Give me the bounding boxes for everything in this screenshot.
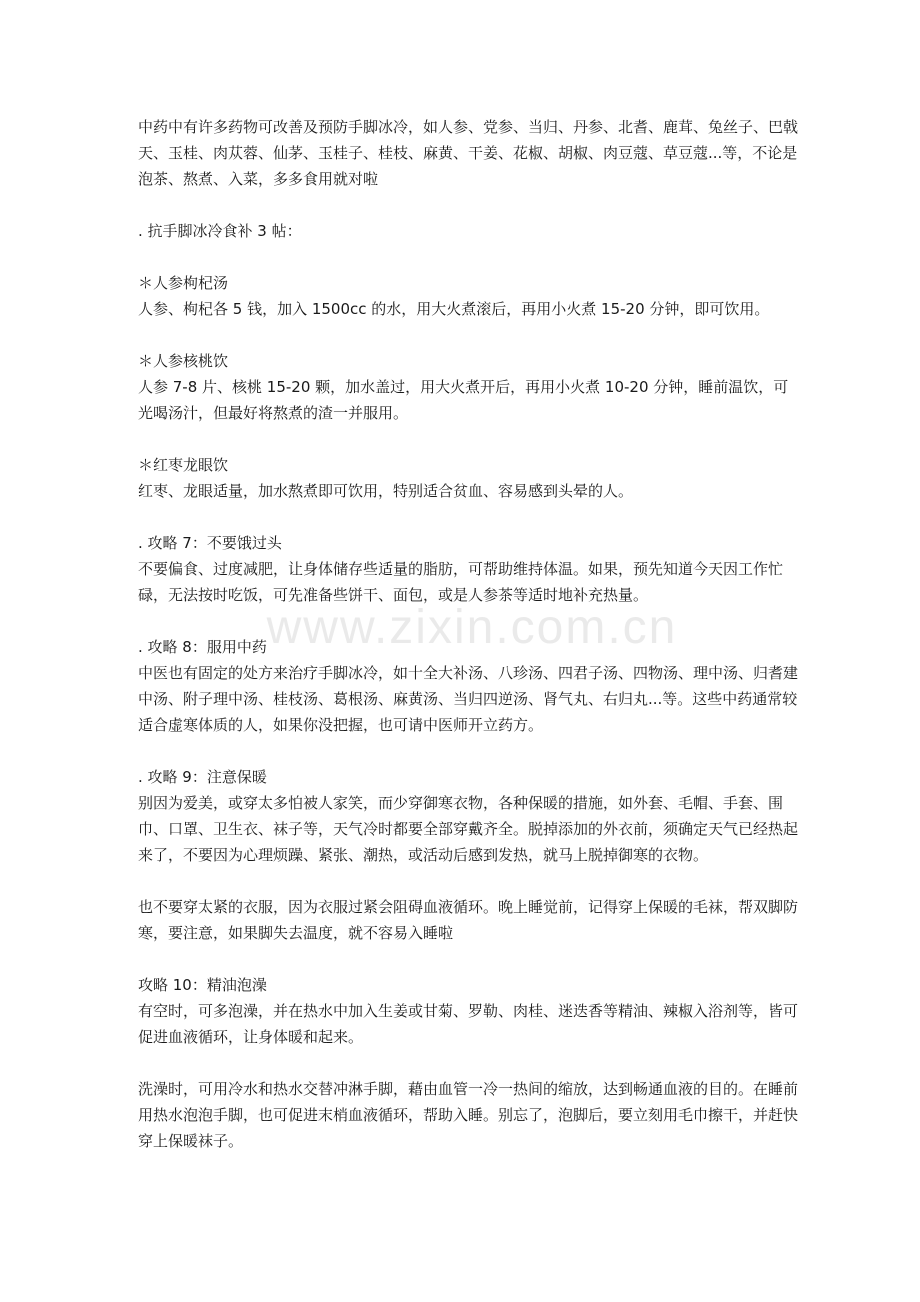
- tip10-extra-paragraph: 洗澡时，可用冷水和热水交替冲淋手脚，藉由血管一冷一热间的缩放，达到畅通血液的目的。在睡前用热水泡泡手脚，也可促进末梢血液循环，帮助入睡。别忘了，泡脚后，要立刻用毛巾擦干，并赶快穿上保暖袜子。: [138, 1080, 799, 1150]
- tip9-body: 别因为爱美，或穿太多怕被人家笑，而少穿御寒衣物，各种保暖的措施，如外套、毛帽、手套、围巾、口罩、卫生衣、袜子等，天气冷时都要全部穿戴齐全。脱掉添加的外衣前，须确定天气已经热起来了，不要因为心理烦躁、紧张、潮热，或活动后感到发热，就马上脱掉御寒的衣物。: [138, 794, 799, 864]
- tip9-extra-paragraph: 也不要穿太紧的衣服，因为衣服过紧会阻碍血液循环。晚上睡觉前，记得穿上保暖的毛袜，帮双脚防寒，要注意，如果脚失去温度，就不容易入睡啦: [138, 898, 799, 942]
- tip10-body: 有空时，可多泡澡，并在热水中加入生姜或甘菊、罗勒、肉桂、迷迭香等精油、辣椒入浴剂等，皆可促进血液循环，让身体暖和起来。: [138, 1002, 799, 1046]
- recipe1-body: 人参、枸杞各 5 钱，加入 1500cc 的水，用大火煮滚后，再用小火煮 15-20 分钟，即可饮用。: [138, 300, 770, 318]
- tip10-title: 攻略 10：精油泡澡: [138, 976, 267, 994]
- tip7-title: . 攻略 7：不要饿过头: [138, 534, 282, 552]
- recipe3-title: ＊红枣龙眼饮: [138, 456, 229, 474]
- tip7-body: 不要偏食、过度减肥，让身体储存些适量的脂肪，可帮助维持体温。如果，预先知道今天因工作忙碌，无法按时吃饭，可先准备些饼干、面包，或是人参茶等适时地补充热量。: [138, 560, 784, 604]
- recipe2-title: ＊人参核桃饮: [138, 352, 229, 370]
- section-food-heading: . 抗手脚冰冷食补 3 帖：: [138, 222, 302, 240]
- document-body: [138, 114, 798, 1180]
- recipe3-body: 红枣、龙眼适量，加水熬煮即可饮用，特别适合贫血、容易感到头晕的人。: [138, 482, 634, 500]
- watermark: www.zixin.com.cn: [266, 601, 678, 654]
- tip8-body: 中医也有固定的处方来治疗手脚冰冷，如十全大补汤、八珍汤、四君子汤、四物汤、理中汤、归耆建中汤、附子理中汤、桂枝汤、葛根汤、麻黄汤、当归四逆汤、肾气丸、右归丸...等。这些中药通常较适合虚寒体质的人，如果你没把握，也可请中医师开立药方。: [138, 664, 799, 734]
- tip8-title: . 攻略 8：服用中药: [138, 638, 267, 656]
- recipe1-title: ＊人参枸杞汤: [138, 274, 229, 292]
- tip9-title: . 攻略 9：注意保暖: [138, 768, 267, 786]
- intro-paragraph: 中药中有许多药物可改善及预防手脚冰冷，如人参、党参、当归、丹参、北耆、鹿茸、兔丝子、巴戟天、玉桂、肉苁蓉、仙茅、玉桂子、桂枝、麻黄、干姜、花椒、胡椒、肉豆蔻、草豆蔻...等，不论是泡茶、熬煮、入菜，多多食用就对啦: [138, 118, 799, 188]
- recipe2-body: 人参 7-8 片、核桃 15-20 颗，加水盖过，用大火煮开后，再用小火煮 10-20 分钟，睡前温饮，可光喝汤汁，但最好将熬煮的渣一并服用。: [138, 378, 789, 422]
